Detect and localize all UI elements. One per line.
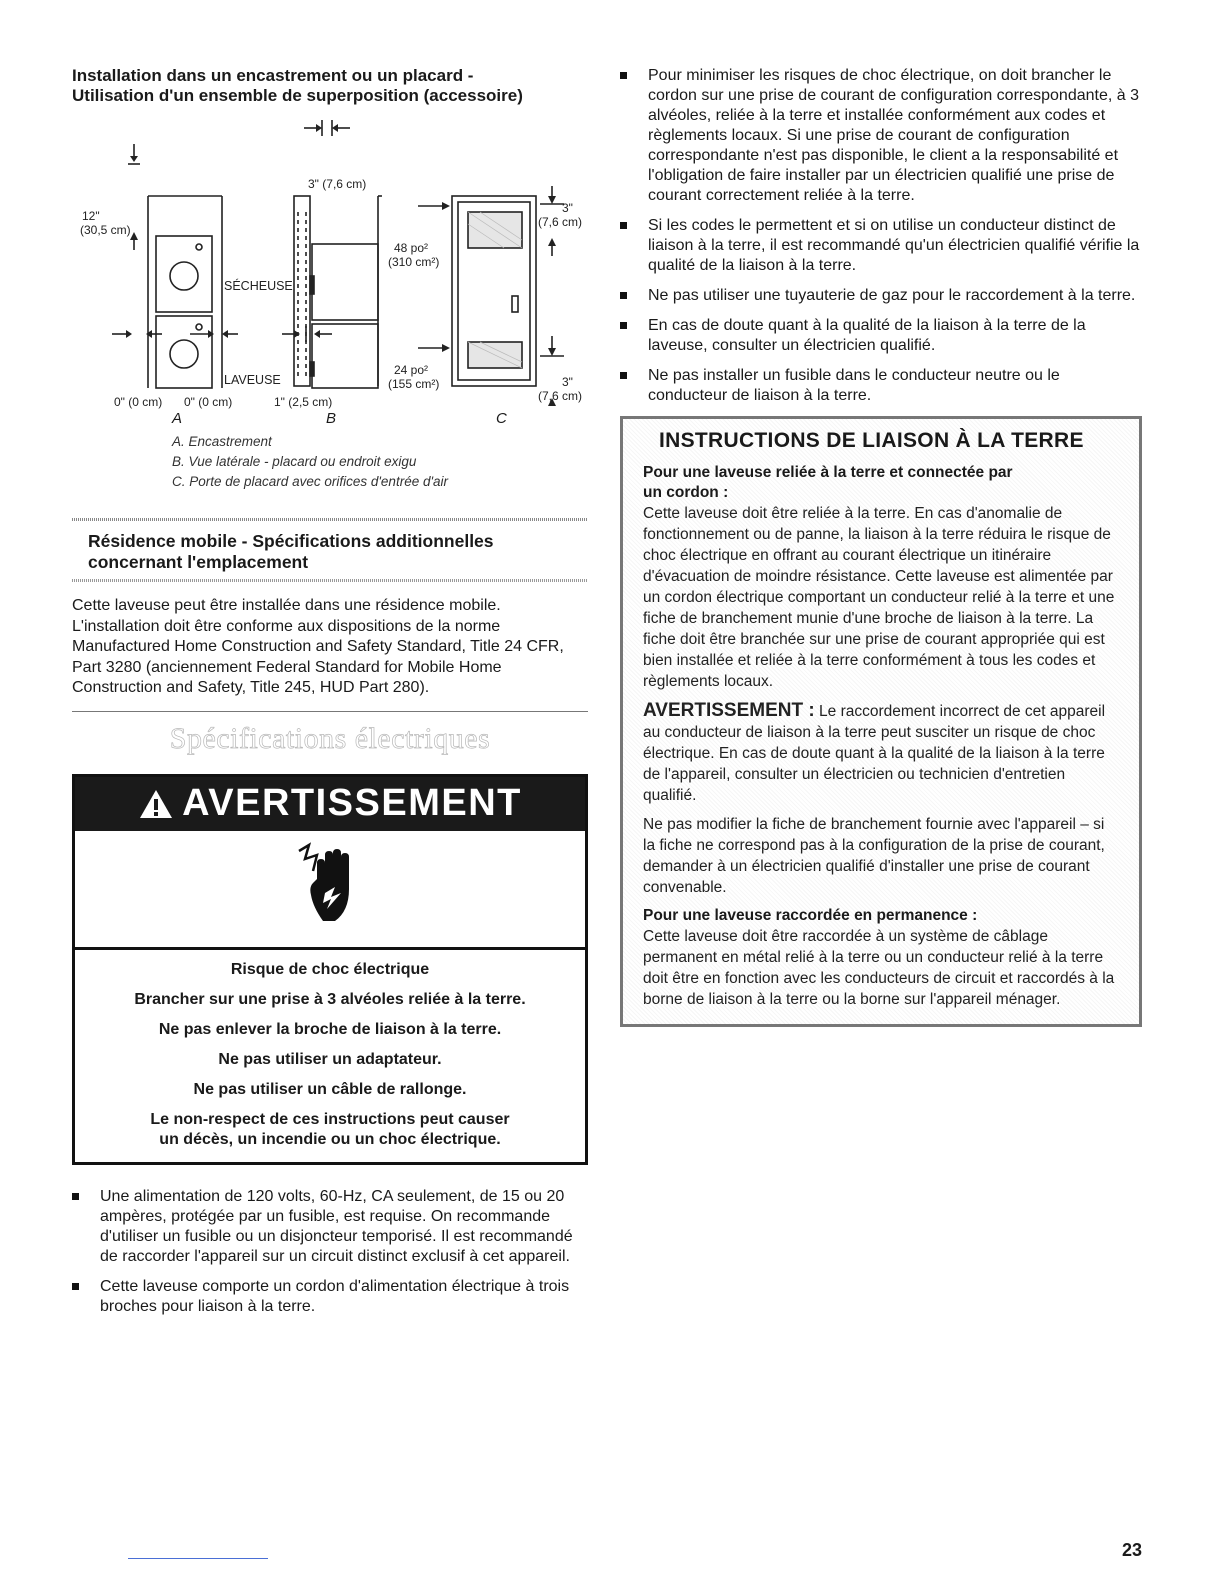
left-bullet-list [72, 1187, 588, 1317]
mobile-home-body: Cette laveuse peut être installée dans une résidence mobile. L'installation doit être conforme aux dispositions de la norme Manufactured Home Construction and Safety Standard, Title 24 CFR, Part 3280 (anciennement Federal Standard for Mobile Home Construction and Safety, Title 245, HUD Part 280). [72, 597, 564, 696]
installation-diagram [72, 116, 588, 416]
grounding-title: INSTRUCTIONS DE LIAISON À LA TERRE [659, 429, 1084, 452]
diagram-a [112, 144, 238, 388]
grounding-warning [643, 700, 1117, 806]
list-item [620, 216, 1142, 276]
installation-title-line2: Utilisation d'un ensemble de superposition (accessoire) [72, 86, 523, 105]
dim-c-top-2: (7,6 cm) [538, 215, 583, 229]
bullet-text: Une alimentation de 120 volts, 60-Hz, CA seulement, de 15 ou 20 ampères, protégée par un fusible, est requise. On recommande d'utiliser un fusible ou un disjoncteur temporisé. Il est recommandé de raccorder l'appareil sur un circuit distinct exclusif à cet appareil. [100, 1187, 573, 1265]
letter-c: C [496, 410, 507, 427]
grounding-instructions-box [620, 416, 1142, 1027]
dim-a-label-2: (30,5 cm) [80, 223, 131, 237]
warning-line-2: Ne pas enlever la broche de liaison à la terre. [158, 1020, 502, 1038]
bullet-square-icon [620, 322, 627, 329]
bullet-text: Cette laveuse comporte un cordon d'alimentation électrique à trois broches pour liaison à la terre. [100, 1277, 570, 1315]
list-item [620, 316, 1142, 356]
list-item [72, 1277, 588, 1317]
grounding-paragraph-2: Ne pas modifier la fiche de branchement fournie avec l'appareil – si la fiche ne correspond pas à la configuration de la prise de courant, demander à un électricien qualifié d'installer une prise de courant convenable. [643, 816, 1105, 896]
warning-line-3: Ne pas utiliser un adaptateur. [218, 1050, 442, 1068]
warning-box [72, 774, 588, 1165]
electrical-spec-heading: Spécifications électriques [169, 721, 491, 755]
list-item [72, 1187, 588, 1267]
mobile-title-line2: concernant l'emplacement [88, 552, 309, 572]
diagram-letters [72, 410, 588, 432]
installation-title-line1: Installation dans un encastrement ou un placard - [72, 66, 474, 85]
dim-a-label-1: 12" [82, 209, 100, 223]
mobile-home-title [88, 531, 588, 573]
dotted-divider-2 [72, 579, 588, 582]
bullet-square-icon [72, 1193, 79, 1200]
grounding-sub1-line2: un cordon : [643, 484, 729, 501]
list-item [620, 366, 1142, 406]
installation-title [72, 66, 588, 106]
warning-banner [75, 777, 585, 831]
grounding-warning-text: Le raccordement incorrect de cet appareil au conducteur de liaison à la terre peut susciter un risque de choc électrique. En cas de doute quant à la qualité de la liaison à la terre de l'appareil, consulter un électricien ou technicien d'entretien qualifié. [643, 703, 1106, 804]
bullet-square-icon [620, 222, 627, 229]
warning-consequence [83, 1110, 577, 1150]
letter-b: B [326, 410, 337, 427]
page-number: 23 [1121, 1540, 1142, 1560]
dim-a-bottom-right: 0" (0 cm) [184, 395, 233, 409]
dim-c-bottom-2: (7,6 cm) [538, 389, 583, 403]
grounding-sub1-line1: Pour une laveuse reliée à la terre et connectée par [643, 464, 1013, 481]
grounding-permanent-subtitle: Pour une laveuse raccordée en permanence : [643, 907, 978, 924]
bullet-square-icon [620, 72, 627, 79]
list-item [620, 286, 1142, 306]
bullet-text: Ne pas installer un fusible dans le conducteur neutre ou le conducteur de liaison à la terre. [648, 367, 1060, 404]
letter-a: A [172, 410, 183, 427]
mobile-title-line1: Résidence mobile - Spécifications additionnelles [88, 531, 494, 551]
warning-consequence-2: un décès, un incendie ou un choc électrique. [159, 1130, 501, 1148]
dotted-divider [72, 518, 588, 521]
dim-a-bottom-left: 0" (0 cm) [114, 395, 163, 409]
diagram-b [282, 120, 382, 388]
bullet-text: Si les codes le permettent et si on utilise un conducteur distinct de liaison à la terre, il est recommandé qu'un électricien qualifié vérifie la qualité de la liaison à la terre. [648, 217, 1140, 274]
warning-banner-text: AVERTISSEMENT [182, 782, 522, 824]
warning-consequence-1: Le non-respect de ces instructions peut causer [150, 1110, 510, 1128]
dim-c-top-1: 3" [562, 201, 573, 215]
vent-top-area: 48 po² [394, 241, 429, 255]
warning-triangle-icon [138, 788, 174, 820]
warning-risk: Risque de choc électrique [230, 960, 430, 978]
vent-bottom-area: 24 po² [394, 363, 429, 377]
electric-shock-hand-icon [295, 841, 365, 937]
right-column [620, 66, 1142, 1027]
warning-line-4: Ne pas utiliser un câble de rallonge. [193, 1080, 467, 1098]
dim-b-bottom: 1" (2,5 cm) [274, 395, 333, 409]
caption-a: A. Encastrement [172, 434, 272, 449]
dryer-label: SÉCHEUSE [224, 279, 293, 293]
vent-bottom-area-cm: (155 cm²) [388, 377, 440, 391]
bullet-text: En cas de doute quant à la qualité de la liaison à la terre de la laveuse, consulter un électricien qualifié. [648, 317, 1086, 354]
grounding-paragraph-1: Cette laveuse doit être reliée à la terre. En cas d'anomalie de fonctionnement ou de panne, la liaison à la terre réduira le risque de choc électrique en offrant au courant électrique un itinéraire d'évacuation de moindre résistance. Cette laveuse est alimentée par un cordon électrique comportant un conducteur relié à la terre et une fiche de branchement munie d'une broche de liaison à la terre. La fiche doit être branchée sur une prise de courant appropriée qui est bien installée et reliée à la terre conformément à tous les codes et règlements locaux. [643, 505, 1115, 690]
bullet-square-icon [620, 292, 627, 299]
bullet-square-icon [620, 372, 627, 379]
warning-text-block [75, 950, 585, 1162]
warning-icon-area [75, 831, 585, 950]
list-item [620, 66, 1142, 206]
bullet-square-icon [72, 1283, 79, 1290]
grounding-warning-label: AVERTISSEMENT : [643, 700, 815, 721]
bullet-text: Pour minimiser les risques de choc électrique, on doit brancher le cordon sur une prise de courant de configuration correspondante, à 3 alvéoles, reliée à la terre et installée conformément aux codes et règlements locaux. Si une prise de courant de configuration correspondante n'est pas disponible, le client a la responsabilité et l'obligation de faire installer par un électricien qualifié une prise de courant correctement reliée à la terre. [648, 67, 1139, 204]
diagram-captions [72, 432, 588, 492]
grounding-corded-subtitle [643, 463, 1117, 503]
dim-c-bottom-1: 3" [562, 375, 573, 389]
left-column [72, 66, 588, 1327]
grounding-paragraph-3: Cette laveuse doit être raccordée à un système de câblage permanent en métal relié à la terre ou un conducteur relié à la terre doit être en fonction avec les conducteurs de circuit et raccordés à la borne de liaison à la terre ou la borne sur l'appareil ménager. [643, 928, 1115, 1008]
installation-diagram-svg [72, 116, 588, 416]
vent-top-area-cm: (310 cm²) [388, 255, 440, 269]
caption-b: B. Vue latérale - placard ou endroit exigu [172, 454, 417, 469]
footer-line [128, 1558, 268, 1559]
right-bullet-list [620, 66, 1142, 406]
dim-b-top-label: 3" (7,6 cm) [308, 177, 367, 191]
washer-label: LAVEUSE [224, 373, 281, 387]
solid-divider [72, 711, 588, 712]
caption-c: C. Porte de placard avec orifices d'entrée d'air [172, 474, 449, 489]
warning-line-1: Brancher sur une prise à 3 alvéoles reliée à la terre. [134, 990, 526, 1008]
bullet-text: Ne pas utiliser une tuyauterie de gaz pour le raccordement à la terre. [648, 287, 1136, 304]
